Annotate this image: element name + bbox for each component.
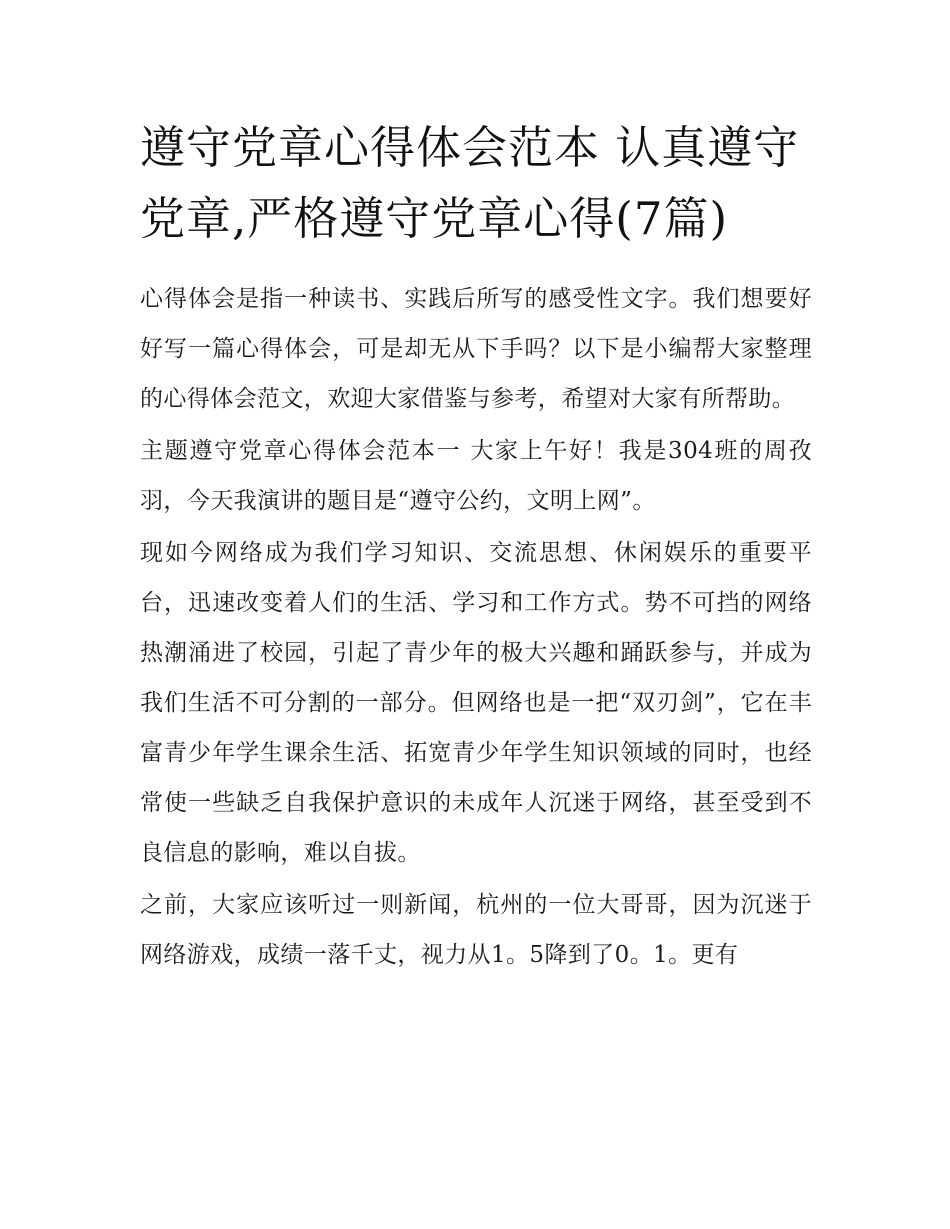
document-title: 遵守党章心得体会范本 认真遵守党章,严格遵守党章心得(7篇) — [140, 121, 800, 245]
paragraph-news-example: 之前，大家应该听过一则新闻，杭州的一位大哥哥，因为沉迷于网络游戏，成绩一落千丈，视力从1。5降到了0。1。更有 — [140, 892, 812, 968]
document-page — [140, 112, 812, 982]
paragraph-intro: 心得体会是指一种读书、实践后所写的感受性文字。我们想要好好写一篇心得体会，可是却无从下手吗？以下是小编帮大家整理的心得体会范文，欢迎大家借鉴与参考，希望对大家有所帮助。 — [140, 286, 812, 412]
paragraph-speech-opening: 主题遵守党章心得体会范本一 大家上午好！我是304班的周孜羽，今天我演讲的题目是“遵守公约，文明上网”。 — [140, 438, 812, 514]
paragraph-network-impact: 现如今网络成为我们学习知识、交流思想、休闲娱乐的重要平台，迅速改变着人们的生活、学习和工作方式。势不可挡的网络热潮涌进了校园，引起了青少年的极大兴趣和踊跃参与，并成为我们生活不可分割的一部分。但网络也是一把“双刃剑”，它在丰富青少年学生课余生活、拓宽青少年学生知识领域的同时，也经常使一些缺乏自我保护意识的未成年人沉迷于网络，甚至受到不良信息的影响，难以自拔。 — [140, 540, 812, 866]
document-body — [140, 274, 812, 980]
